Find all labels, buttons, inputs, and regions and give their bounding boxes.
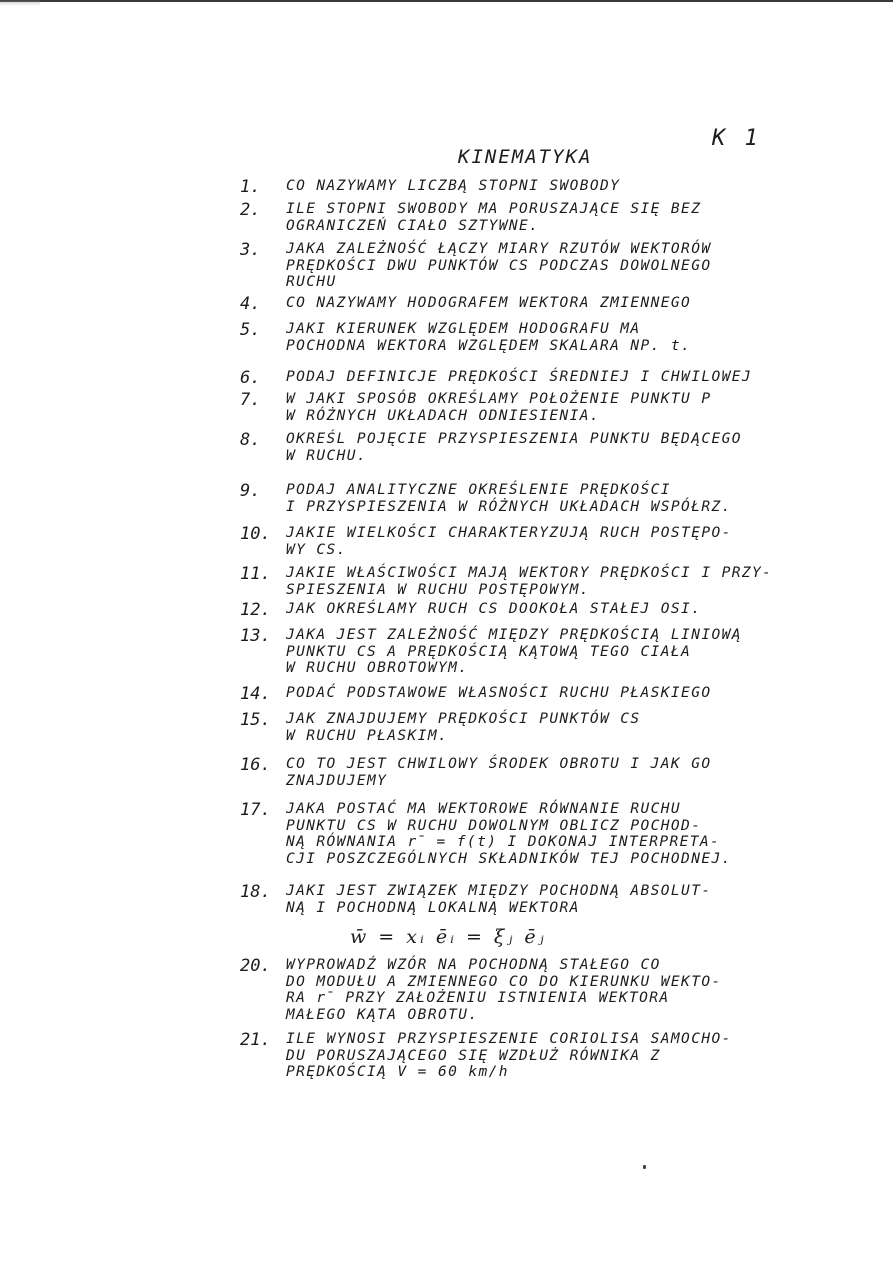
question-text: [286, 295, 846, 312]
question-line: JAKI JEST ZWIĄZEK MIĘDZY POCHODNĄ ABSOLUT-: [286, 883, 712, 899]
question-line: W RUCHU PŁASKIM.: [286, 727, 449, 744]
question-text: [286, 321, 846, 354]
question-number: 4.: [240, 294, 261, 314]
page-code: K 1: [712, 126, 761, 151]
question-text: [286, 957, 846, 1023]
question-number: 2.: [240, 200, 261, 220]
question-text: [286, 241, 846, 291]
question-line: WYPROWADŹ WZÓR NA POCHODNĄ STAŁEGO CO: [286, 957, 661, 973]
question-number: 8.: [240, 430, 261, 450]
question-line: OGRANICZEŃ CIAŁO SZTYWNE.: [286, 217, 540, 234]
question-number: 20.: [240, 956, 271, 976]
question-line: JAKA POSTAĆ MA WEKTOROWE RÓWNANIE RUCHU: [286, 801, 682, 817]
question-number: 12.: [240, 600, 271, 620]
question-text: [286, 601, 846, 618]
question-text: [286, 1031, 846, 1081]
question-line: PODAĆ PODSTAWOWE WŁASNOŚCI RUCHU PŁASKIEGO: [286, 685, 712, 701]
page-title: KINEMATYKA: [458, 146, 593, 168]
question-line: ZNAJDUJEMY: [286, 772, 388, 789]
question-text: [286, 685, 846, 702]
question-line: PRĘDKOŚCIĄ V = 60 km/h: [286, 1064, 509, 1080]
question-number: 17.: [240, 800, 271, 820]
question-line: JAKI KIERUNEK WZGLĘDEM HODOGRAFU MA: [286, 321, 641, 337]
question-line: PUNKTU CS W RUCHU DOWOLNYM OBLICZ POCHOD-: [286, 817, 702, 834]
question-line: W RUCHU.: [286, 447, 368, 464]
question-number: 15.: [240, 710, 271, 730]
question-line: ILE STOPNI SWOBODY MA PORUSZAJĄCE SIĘ BEZ: [286, 201, 702, 217]
question-line: JAKIE WŁAŚCIWOŚCI MAJĄ WEKTORY PRĘDKOŚCI I PRZY-: [286, 565, 773, 581]
question-text: [286, 565, 846, 598]
question-text: [286, 201, 846, 234]
question-line: CO NAZYWAMY LICZBĄ STOPNI SWOBODY: [286, 178, 621, 194]
question-number: 13.: [240, 626, 271, 646]
question-line: CJI POSZCZEGÓLNYCH SKŁADNIKÓW TEJ POCHODNEJ.: [286, 850, 732, 867]
question-line: ILE WYNOSI PRZYSPIESZENIE CORIOLISA SAMOCHO-: [286, 1031, 732, 1047]
question-line: OKREŚL POJĘCIE PRZYSPIESZENIA PUNKTU BĘDĄCEGO: [286, 431, 742, 447]
question-text: [286, 627, 846, 677]
question-text: [286, 525, 846, 558]
question-line: JAK OKREŚLAMY RUCH CS DOOKOŁA STAŁEJ OSI.: [286, 601, 702, 617]
question-line: JAKIE WIELKOŚCI CHARAKTERYZUJĄ RUCH POSTĘPO-: [286, 525, 732, 541]
question-text: [286, 391, 846, 424]
question-text: [286, 482, 846, 515]
question-number: 6.: [240, 368, 261, 388]
question-text: [286, 801, 846, 867]
question-line: W JAKI SPOSÓB OKREŚLAMY POŁOŻENIE PUNKTU P: [286, 391, 712, 407]
question-text: [286, 178, 846, 195]
question-text: [286, 711, 846, 744]
question-number: 14.: [240, 684, 271, 704]
question-text: [286, 369, 846, 386]
question-line: NĄ RÓWNANIA r̄ = f(t) I DOKONAJ INTERPRETA-: [286, 834, 721, 850]
question-line: NĄ I POCHODNĄ LOKALNĄ WEKTORA: [286, 899, 580, 916]
question-line: JAKA ZALEŻNOŚĆ ŁĄCZY MIARY RZUTÓW WEKTORÓW: [286, 241, 712, 257]
question-number: 1.: [240, 177, 261, 197]
question-number: 5.: [240, 320, 261, 340]
question-number: 21.: [240, 1030, 271, 1050]
question-line: RUCHU: [286, 274, 337, 290]
question-line: DU PORUSZAJĄCEGO SIĘ WZDŁUŻ RÓWNIKA Z: [286, 1047, 661, 1064]
question-line: PRĘDKOŚCI DWU PUNKTÓW CS PODCZAS DOWOLNEGO: [286, 257, 712, 274]
question-line: JAK ZNAJDUJEMY PRĘDKOŚCI PUNKTÓW CS: [286, 711, 641, 727]
question-line: CO NAZYWAMY HODOGRAFEM WEKTORA ZMIENNEGO: [286, 295, 692, 311]
question-number: 18.: [240, 882, 271, 902]
question-line: DO MODUŁU A ZMIENNEGO CO DO KIERUNKU WEKTO-: [286, 973, 722, 990]
question-line: WY CS.: [286, 541, 347, 558]
stray-ink-mark: [643, 1165, 646, 1169]
question-number: 9.: [240, 481, 261, 501]
question-text: [286, 431, 846, 464]
question-line: CO TO JEST CHWILOWY ŚRODEK OBROTU I JAK GO: [286, 756, 712, 772]
formula-vector-derivative: w̄ = xᵢ ēᵢ = ξⱼ ēⱼ: [350, 926, 547, 948]
question-line: W RÓŻNYCH UKŁADACH ODNIESIENIA.: [286, 407, 601, 424]
question-line: W RUCHU OBROTOWYM.: [286, 660, 469, 676]
question-number: 3.: [240, 240, 261, 260]
question-number: 10.: [240, 524, 271, 544]
question-line: RA r̄ PRZY ZAŁOŻENIU ISTNIENIA WEKTORA: [286, 990, 670, 1006]
question-line: POCHODNA WEKTORA WZGLĘDEM SKALARA NP. t.: [286, 337, 692, 354]
question-line: PODAJ ANALITYCZNE OKREŚLENIE PRĘDKOŚCI: [286, 482, 671, 498]
question-number: 7.: [240, 390, 261, 410]
question-line: PODAJ DEFINICJE PRĘDKOŚCI ŚREDNIEJ I CHWILOWEJ: [286, 369, 752, 385]
question-text: [286, 756, 846, 789]
question-line: SPIESZENIA W RUCHU POSTĘPOWYM.: [286, 581, 590, 598]
question-number: 11.: [240, 564, 271, 584]
question-line: MAŁEGO KĄTA OBROTU.: [286, 1006, 479, 1023]
question-line: PUNKTU CS A PRĘDKOŚCIĄ KĄTOWĄ TEGO CIAŁA: [286, 643, 692, 660]
question-text: [286, 883, 846, 916]
question-number: 16.: [240, 755, 271, 775]
question-line: I PRZYSPIESZENIA W RÓŻNYCH UKŁADACH WSPÓŁRZ.: [286, 498, 732, 515]
question-line: JAKA JEST ZALEŻNOŚĆ MIĘDZY PRĘDKOŚCIĄ LINIOWĄ: [286, 627, 742, 643]
